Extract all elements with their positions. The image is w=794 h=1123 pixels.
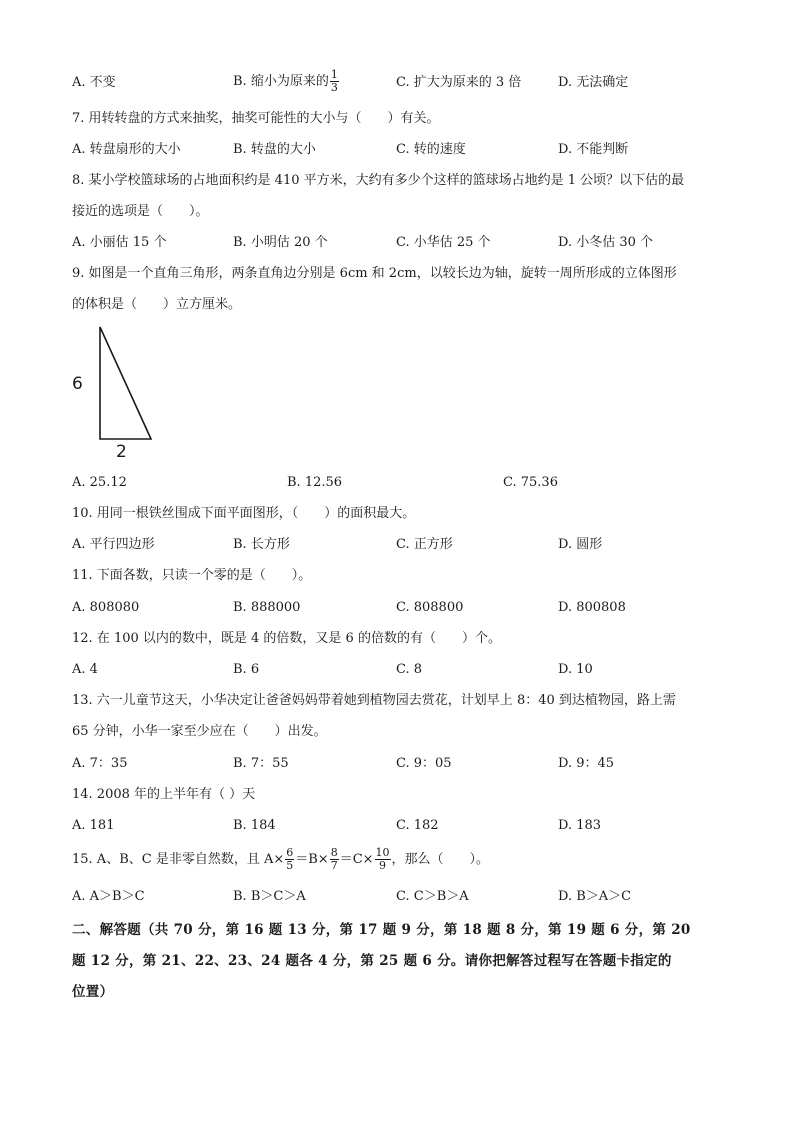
fraction-denominator: 7: [330, 859, 338, 872]
q8-stem-line2: 接近的选项是（ ）。: [72, 204, 209, 219]
right-triangle-figure: [95, 322, 157, 444]
q6-option-c: C. 扩大为原来的 3 倍: [396, 75, 522, 90]
q15-stem: [72, 842, 489, 878]
q15-option-d: D. B＞A＞C: [558, 889, 632, 904]
q12-option-b: B. 6: [233, 662, 260, 677]
q9-option-a: A. 25.12: [72, 475, 127, 490]
q8-stem-line1: 8. 某小学校篮球场的占地面积约是 410 平方米，大约有多少个这样的篮球场占地约是 1 公顷？以下估的最: [72, 173, 685, 188]
q8-option-d: D. 小冬估 30 个: [558, 235, 654, 250]
triangle-height-label: 6: [72, 374, 83, 394]
fraction-numerator: 8: [330, 846, 338, 859]
q12-stem: 12. 在 100 以内的数中，既是 4 的倍数，又是 6 的倍数的有（ ）个。: [72, 631, 501, 646]
q8-option-a: A. 小丽估 15 个: [72, 235, 167, 250]
q13-option-b: B. 7：55: [233, 756, 289, 771]
q15-fraction-3: [375, 847, 391, 872]
q7-option-c: C. 转的速度: [396, 142, 466, 157]
section2-heading-line2: 题 12 分，第 21、22、23、24 题各 4 分，第 25 题 6 分。请你把解答过程写在答题卡指定的: [72, 953, 672, 969]
q13-stem-line2: 65 分钟，小华一家至少应在（ ）出发。: [72, 724, 327, 739]
q7-option-d: D. 不能判断: [558, 142, 629, 157]
q7-option-b: B. 转盘的大小: [233, 142, 316, 157]
q6-option-d: D. 无法确定: [558, 75, 629, 90]
q15-stem-pre: 15. A、B、C 是非零自然数，且 A×: [72, 852, 285, 867]
q15-stem-mid2: ＝C×: [339, 852, 374, 867]
section2-heading-line3: 位置）: [72, 984, 114, 1000]
q11-option-c: C. 808800: [396, 600, 464, 615]
q14-option-c: C. 182: [396, 818, 439, 833]
q14-option-b: B. 184: [233, 818, 276, 833]
q13-option-c: C. 9：05: [396, 756, 452, 771]
fraction-denominator: 5: [286, 859, 294, 872]
q13-stem-line1: 13. 六一儿童节这天，小华决定让爸爸妈妈带着她到植物园去赏花，计划早上 8：40 到达植物园，路上需: [72, 693, 676, 708]
section2-heading-line1: 二、解答题（共 70 分，第 16 题 13 分，第 17 题 9 分，第 18 题 8 分，第 19 题 6 分，第 20: [72, 922, 691, 938]
q10-option-b: B. 长方形: [233, 537, 290, 552]
q8-option-c: C. 小华估 25 个: [396, 235, 491, 250]
fraction-numerator: 10: [375, 846, 390, 859]
fraction-numerator: 6: [286, 846, 294, 859]
q12-option-a: A. 4: [72, 662, 98, 677]
fraction-denominator: 9: [379, 859, 387, 872]
q10-option-c: C. 正方形: [396, 537, 453, 552]
q6-option-b-text: B. 缩小为原来的: [233, 74, 329, 89]
q15-option-a: A. A＞B＞C: [72, 889, 145, 904]
q13-option-a: A. 7：35: [72, 756, 128, 771]
q15-stem-post: ，那么（ ）。: [391, 852, 490, 867]
q13-option-d: D. 9：45: [558, 756, 615, 771]
q6-option-b: [233, 64, 340, 100]
q12-option-c: C. 8: [396, 662, 423, 677]
q15-stem-mid1: ＝B×: [295, 852, 329, 867]
q11-option-b: B. 888000: [233, 600, 301, 615]
q10-option-d: D. 圆形: [558, 537, 603, 552]
fraction-denominator: 3: [330, 81, 338, 94]
q11-stem: 11. 下面各数，只读一个零的是（ ）。: [72, 568, 312, 583]
q12-option-d: D. 10: [558, 662, 593, 677]
q15-option-b: B. B＞C＞A: [233, 889, 306, 904]
q15-option-c: C. C＞B＞A: [396, 889, 469, 904]
q11-option-a: A. 808080: [72, 600, 140, 615]
q14-option-a: A. 181: [72, 818, 115, 833]
fraction-numerator: 1: [330, 68, 338, 81]
q6-option-a: A. 不变: [72, 75, 116, 90]
q9-stem-line2: 的体积是（ ）立方厘米。: [72, 297, 242, 312]
q11-option-d: D. 800808: [558, 600, 626, 615]
q9-stem-line1: 9. 如图是一个直角三角形，两条直角边分别是 6cm 和 2cm，以较长边为轴，旋转一周所形成的立体图形: [72, 266, 677, 281]
q14-stem: 14. 2008 年的上半年有（ ）天: [72, 787, 256, 802]
q10-option-a: A. 平行四边形: [72, 537, 155, 552]
q15-fraction-2: [330, 847, 339, 872]
triangle-shape: [100, 327, 151, 439]
q7-stem: 7. 用转转盘的方式来抽奖，抽奖可能性的大小与（ ）有关。: [72, 111, 440, 126]
q6-option-b-fraction: [330, 69, 339, 94]
q9-option-c: C. 75.36: [503, 475, 558, 490]
q15-fraction-1: [285, 847, 294, 872]
triangle-base-label: 2: [116, 442, 127, 462]
q7-option-a: A. 转盘扇形的大小: [72, 142, 181, 157]
q9-option-b: B. 12.56: [287, 475, 343, 490]
q8-option-b: B. 小明估 20 个: [233, 235, 328, 250]
q14-option-d: D. 183: [558, 818, 602, 833]
q10-stem: 10. 用同一根铁丝围成下面平面图形，（ ）的面积最大。: [72, 506, 416, 521]
